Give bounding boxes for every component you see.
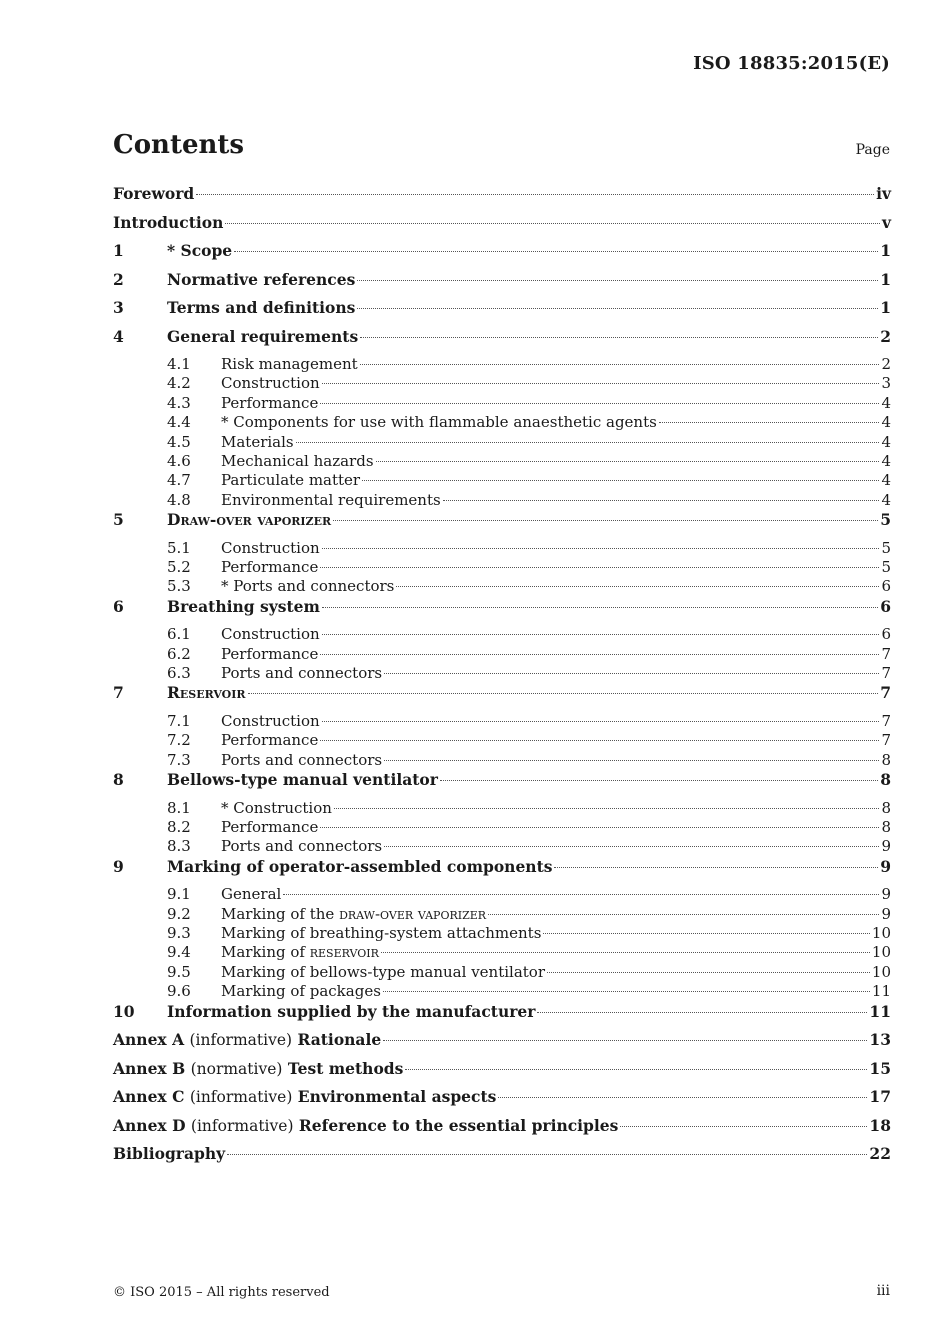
toc-label: Terms and definitions	[167, 298, 356, 317]
toc-number: 4.5	[167, 432, 191, 451]
toc-number: 9.6	[167, 982, 191, 1001]
toc-entry-4-8[interactable]	[113, 491, 891, 510]
toc-label	[113, 1116, 618, 1135]
toc-label: Reservoir	[167, 683, 246, 703]
toc-label: * Components for use with flammable anaesthetic agents	[221, 413, 657, 432]
toc-page: 4	[881, 413, 891, 432]
toc-label: Ports and connectors	[221, 664, 383, 683]
toc-number: 7.3	[167, 750, 191, 769]
toc-label: Draw-over vaporizer	[167, 510, 332, 530]
annex-name: Annex A	[113, 1030, 185, 1050]
toc-page: 11	[871, 982, 891, 1001]
leader-dots	[248, 693, 879, 694]
toc-number: 5.2	[167, 558, 191, 577]
toc-entry-9-3[interactable]	[113, 924, 891, 943]
toc-page: 7	[881, 644, 891, 663]
toc-page: 1	[880, 298, 891, 317]
leader-dots	[443, 500, 880, 501]
toc-entry-5-3[interactable]	[113, 577, 891, 596]
toc-number: 9.2	[167, 904, 191, 923]
table-of-contents	[113, 184, 891, 1173]
leader-dots	[322, 634, 880, 635]
toc-page: 15	[869, 1058, 891, 1078]
toc-entry-8[interactable]	[113, 770, 891, 799]
toc-entry-5-1[interactable]	[113, 539, 891, 558]
leader-dots	[498, 1097, 867, 1098]
toc-label	[113, 1087, 496, 1106]
toc-number: 4.4	[167, 413, 191, 432]
leader-dots	[320, 403, 879, 404]
toc-entry-9-5[interactable]	[113, 963, 891, 982]
toc-number: 9.3	[167, 924, 191, 943]
toc-entry-2[interactable]	[113, 270, 891, 299]
toc-page: 4	[881, 432, 891, 451]
toc-entry-9-1[interactable]	[113, 885, 891, 904]
toc-entry-6-1[interactable]	[113, 625, 891, 644]
toc-label: Performance	[221, 558, 319, 577]
annex-name: Annex C	[113, 1087, 185, 1107]
toc-entry-7[interactable]	[113, 683, 891, 712]
toc-label: * Ports and connectors	[221, 577, 395, 596]
toc-entry-3[interactable]	[113, 298, 891, 327]
toc-page: 18	[869, 1115, 891, 1135]
toc-entry-bibliography[interactable]	[113, 1144, 891, 1173]
toc-page: 17	[869, 1087, 891, 1107]
toc-page: 5	[880, 510, 891, 530]
annex-name: Annex D	[113, 1115, 186, 1135]
leader-dots	[620, 1126, 867, 1127]
toc-page: 6	[881, 625, 891, 644]
toc-label: Construction	[221, 538, 320, 557]
toc-number: 7.1	[167, 711, 191, 730]
toc-page: 4	[881, 490, 891, 509]
toc-page: 7	[881, 664, 891, 683]
toc-label: General	[221, 885, 282, 904]
toc-entry-9-6[interactable]	[113, 982, 891, 1001]
toc-page: 10	[871, 962, 891, 981]
leader-dots	[360, 337, 878, 338]
toc-entry-4-5[interactable]	[113, 433, 891, 452]
toc-label: Risk management	[221, 355, 358, 373]
toc-number: 8.2	[167, 818, 191, 837]
toc-page: 9	[881, 904, 891, 923]
toc-number: 8	[113, 770, 124, 790]
leader-dots	[320, 740, 879, 741]
leader-dots	[320, 827, 879, 828]
toc-entry-4-2[interactable]	[113, 374, 891, 393]
leader-dots	[543, 933, 870, 934]
leader-dots	[360, 364, 880, 365]
toc-page: 9	[881, 837, 891, 856]
toc-entry-4-7[interactable]	[113, 471, 891, 490]
toc-entry-4-1[interactable]	[113, 355, 891, 374]
toc-entry-5-2[interactable]	[113, 558, 891, 577]
leader-dots	[384, 760, 879, 761]
toc-label: Breathing system	[167, 596, 320, 616]
toc-page: 6	[880, 596, 891, 616]
toc-entry-introduction[interactable]	[113, 213, 891, 242]
toc-entry-annex-a[interactable]	[113, 1030, 891, 1059]
leader-dots	[362, 480, 879, 481]
toc-number: 8.1	[167, 798, 191, 817]
toc-page: 1	[880, 241, 891, 260]
leader-dots	[384, 673, 879, 674]
toc-number: 10	[113, 1001, 135, 1021]
page-number: iii	[876, 1283, 890, 1299]
annex-type: (informative)	[190, 1116, 294, 1135]
leader-dots	[334, 808, 880, 809]
toc-page: 4	[881, 451, 891, 470]
toc-number: 6.2	[167, 644, 191, 663]
annex-title: Reference to the essential principles	[298, 1115, 619, 1135]
annex-title: Rationale	[297, 1030, 382, 1050]
leader-dots	[554, 867, 878, 868]
toc-entry-7-1[interactable]	[113, 712, 891, 731]
toc-entry-9-4[interactable]	[113, 943, 891, 962]
toc-label	[113, 1030, 381, 1049]
annex-type: (informative)	[189, 1088, 293, 1107]
toc-label: Performance	[221, 644, 319, 663]
toc-label: Marking of packages	[221, 982, 381, 1001]
toc-label: Materials	[221, 432, 294, 451]
leader-dots	[396, 586, 879, 587]
leader-dots	[320, 654, 879, 655]
toc-label: Marking of bellows-type manual ventilator	[221, 962, 546, 981]
toc-page: 7	[881, 711, 891, 730]
toc-page: 13	[869, 1030, 891, 1050]
toc-label-term: draw-over vaporizer	[339, 904, 487, 923]
toc-label: Foreword	[113, 184, 195, 203]
leader-dots	[322, 548, 880, 549]
toc-entry-6-3[interactable]	[113, 664, 891, 683]
toc-label	[221, 905, 486, 923]
annex-type: (normative)	[190, 1059, 283, 1078]
toc-label: Marking of operator-assembled components	[167, 856, 553, 876]
toc-number: 9	[113, 856, 124, 876]
toc-entry-6-2[interactable]	[113, 645, 891, 664]
toc-page: 8	[881, 750, 891, 769]
toc-number: 9.5	[167, 962, 191, 981]
toc-label: Particulate matter	[221, 471, 361, 490]
toc-label: Bellows-type manual ventilator	[167, 770, 438, 790]
toc-page: 9	[880, 856, 891, 876]
toc-number: 4.8	[167, 490, 191, 509]
leader-dots	[296, 442, 880, 443]
toc-page: 8	[881, 798, 891, 817]
toc-entry-9[interactable]	[113, 857, 891, 886]
annex-name: Annex B	[113, 1058, 186, 1078]
toc-label: Construction	[221, 711, 320, 730]
toc-number: 5.3	[167, 577, 191, 596]
leader-dots	[357, 308, 878, 309]
leader-dots	[376, 461, 880, 462]
toc-page: 3	[881, 374, 891, 393]
toc-label: Performance	[221, 393, 319, 412]
annex-type: (informative)	[189, 1031, 293, 1050]
leader-dots	[440, 780, 878, 781]
toc-label-prefix: Marking of the	[221, 904, 340, 923]
toc-entry-annex-b[interactable]	[113, 1059, 891, 1088]
toc-page: 8	[880, 770, 891, 790]
toc-entry-8-3[interactable]	[113, 837, 891, 856]
toc-entry-4-4[interactable]	[113, 413, 891, 432]
toc-label: Marking of breathing-system attachments	[221, 924, 542, 943]
toc-page: 2	[881, 355, 891, 373]
toc-label: Construction	[221, 374, 320, 393]
toc-page: 10	[871, 943, 891, 962]
toc-number: 5.1	[167, 538, 191, 557]
leader-dots	[547, 972, 870, 973]
toc-label: Environmental requirements	[221, 490, 441, 509]
leader-dots	[320, 567, 879, 568]
toc-entry-foreword[interactable]	[113, 184, 891, 213]
toc-number: 6.1	[167, 625, 191, 644]
leader-dots	[537, 1012, 867, 1013]
toc-entry-9-2[interactable]	[113, 905, 891, 924]
toc-page: v	[881, 212, 891, 232]
annex-title: Environmental aspects	[297, 1087, 497, 1107]
toc-label: * Scope	[167, 241, 233, 260]
leader-dots	[225, 223, 880, 224]
leader-dots	[384, 846, 879, 847]
toc-number: 4.6	[167, 451, 191, 470]
toc-page: 5	[881, 558, 891, 577]
leader-dots	[227, 1154, 867, 1155]
toc-entry-6[interactable]	[113, 597, 891, 626]
toc-label: Ports and connectors	[221, 837, 383, 856]
toc-number: 3	[113, 298, 124, 317]
toc-entry-5[interactable]	[113, 510, 891, 539]
toc-entry-7-2[interactable]	[113, 731, 891, 750]
toc-number: 6.3	[167, 664, 191, 683]
leader-dots	[283, 894, 879, 895]
toc-label-term: reservoir	[309, 943, 379, 962]
toc-number: 5	[113, 510, 124, 530]
copyright-notice: © ISO 2015 – All rights reserved	[113, 1285, 330, 1300]
leader-dots	[322, 607, 878, 608]
toc-entry-annex-c[interactable]	[113, 1087, 891, 1116]
toc-entry-8-2[interactable]	[113, 818, 891, 837]
toc-entry-4-6[interactable]	[113, 452, 891, 471]
document-id: ISO 18835:2015(E)	[693, 53, 890, 74]
toc-number: 6	[113, 596, 124, 616]
toc-number: 4.2	[167, 374, 191, 393]
toc-page: 7	[881, 731, 891, 750]
toc-page: 7	[880, 683, 891, 703]
toc-label: Ports and connectors	[221, 750, 383, 769]
toc-page: 6	[881, 577, 891, 596]
page-title: Contents	[113, 130, 245, 160]
toc-label	[113, 1059, 403, 1078]
toc-label	[221, 943, 379, 961]
toc-label: Introduction	[113, 212, 224, 232]
leader-dots	[381, 952, 870, 953]
toc-number: 4.3	[167, 393, 191, 412]
toc-page: 10	[871, 924, 891, 943]
leader-dots	[333, 520, 878, 521]
toc-label-prefix: Marking of	[221, 943, 310, 962]
toc-page: 22	[869, 1144, 891, 1164]
leader-dots	[383, 991, 870, 992]
leader-dots	[234, 251, 878, 252]
toc-label: General requirements	[167, 326, 359, 346]
toc-number: 8.3	[167, 837, 191, 856]
toc-page: 4	[881, 393, 891, 412]
leader-dots	[405, 1069, 867, 1070]
toc-page: 8	[881, 818, 891, 837]
toc-number: 7	[113, 683, 124, 703]
leader-dots	[357, 280, 878, 281]
toc-number: 4.1	[167, 355, 191, 373]
annex-title: Test methods	[287, 1058, 404, 1078]
toc-entry-1[interactable]	[113, 241, 891, 270]
toc-entry-10[interactable]	[113, 1002, 891, 1031]
toc-entry-annex-d[interactable]	[113, 1116, 891, 1145]
leader-dots	[488, 914, 879, 915]
toc-entry-8-1[interactable]	[113, 799, 891, 818]
leader-dots	[322, 383, 880, 384]
toc-number: 9.4	[167, 943, 191, 962]
toc-page: 11	[869, 1001, 891, 1021]
page-column-label: Page	[855, 142, 890, 158]
toc-page: 9	[881, 885, 891, 904]
toc-label: Bibliography	[113, 1144, 226, 1164]
toc-page: 5	[881, 538, 891, 557]
leader-dots	[659, 422, 880, 423]
toc-number: 4	[113, 326, 124, 346]
toc-label: Performance	[221, 818, 319, 837]
toc-number: 1	[113, 241, 124, 260]
toc-label: Construction	[221, 625, 320, 644]
toc-page: 2	[880, 326, 891, 346]
toc-number: 4.7	[167, 471, 191, 490]
toc-label: * Construction	[221, 798, 332, 817]
toc-number: 7.2	[167, 731, 191, 750]
toc-label: Information supplied by the manufacturer	[167, 1001, 536, 1021]
toc-page: 1	[880, 269, 891, 289]
toc-entry-7-3[interactable]	[113, 751, 891, 770]
toc-entry-4[interactable]	[113, 327, 891, 356]
leader-dots	[196, 194, 874, 195]
toc-page: iv	[876, 184, 891, 203]
toc-label: Mechanical hazards	[221, 451, 374, 470]
toc-number: 2	[113, 269, 124, 289]
toc-entry-4-3[interactable]	[113, 394, 891, 413]
toc-page: 4	[881, 471, 891, 490]
toc-label: Normative references	[167, 269, 356, 289]
leader-dots	[383, 1040, 867, 1041]
toc-number: 9.1	[167, 885, 191, 904]
toc-label: Performance	[221, 731, 319, 750]
leader-dots	[322, 721, 880, 722]
